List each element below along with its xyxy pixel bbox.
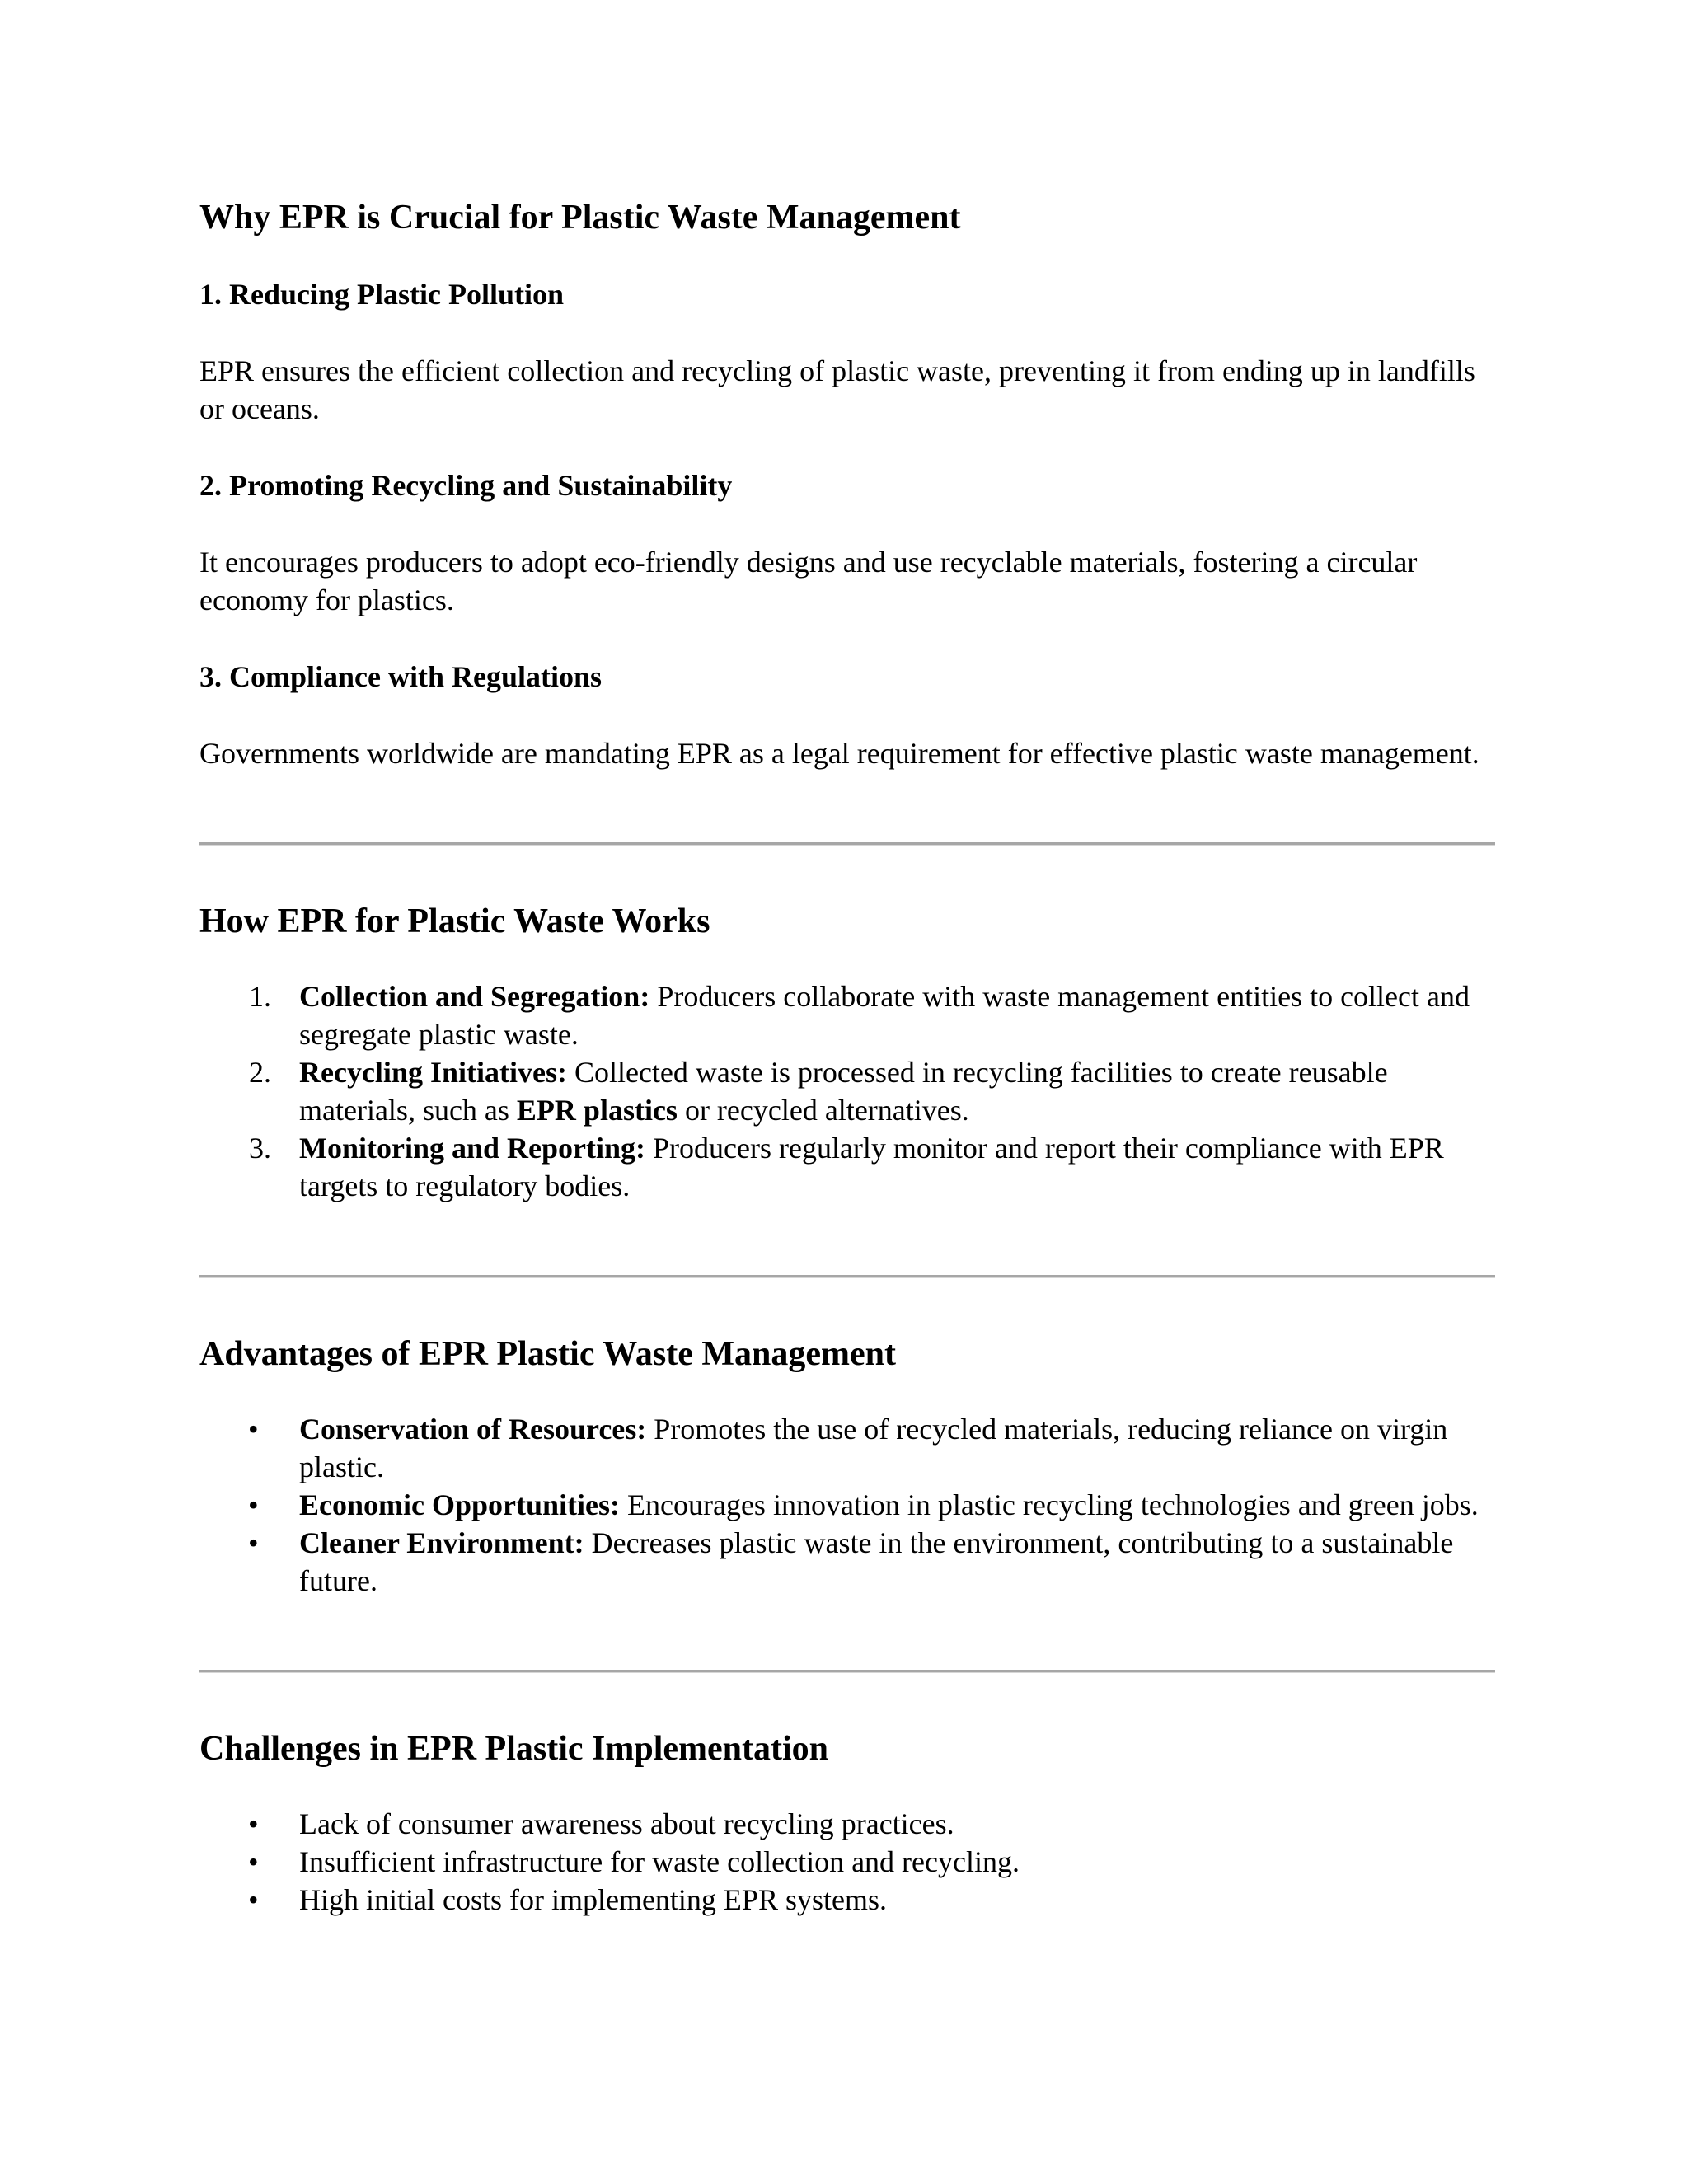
list-item <box>199 1881 1495 1919</box>
bullet-list <box>199 1805 1495 1919</box>
bullet-icon: • <box>248 1526 259 1559</box>
section-title: Advantages of EPR Plastic Waste Management <box>199 1335 896 1373</box>
list-number: 2. <box>249 1056 271 1089</box>
item-text: Producers collaborate with waste management entities to collect and segregate plastic waste. <box>299 980 1470 1051</box>
paragraph-compliance: Governments worldwide are mandating EPR as a legal requirement for effective plastic waste management. <box>199 737 1479 770</box>
item-bold-inline: EPR plastics <box>516 1094 678 1127</box>
subheading-reducing-pollution: 1. Reducing Plastic Pollution <box>199 278 565 311</box>
section-how-epr-works <box>199 900 1495 1205</box>
item-text: Producers regularly monitor and report their compliance with EPR targets to regulatory bodies. <box>299 1132 1444 1202</box>
list-item <box>199 1524 1495 1600</box>
item-label: Cleaner Environment: <box>299 1526 584 1559</box>
bullet-icon: • <box>248 1845 259 1878</box>
section-title: How EPR for Plastic Waste Works <box>199 902 710 940</box>
item-label: Conservation of Resources: <box>299 1413 647 1446</box>
section-title: Challenges in EPR Plastic Implementation <box>199 1730 828 1768</box>
list-item <box>199 1129 1495 1205</box>
item-label: Monitoring and Reporting: <box>299 1132 646 1165</box>
bullet-icon: • <box>248 1883 259 1916</box>
item-label: Collection and Segregation: <box>299 980 650 1013</box>
item-text: or recycled alternatives. <box>677 1094 969 1127</box>
list-item <box>199 1843 1495 1881</box>
list-item <box>199 977 1495 1053</box>
paragraph-promoting-recycling: It encourages producers to adopt eco-friendly designs and use recyclable materials, fostering a circular economy for plastics. <box>199 546 1418 616</box>
item-text: Encourages innovation in plastic recycling technologies and green jobs. <box>620 1488 1479 1521</box>
list-item <box>199 1805 1495 1843</box>
bullet-list <box>199 1410 1495 1600</box>
bullet-icon: • <box>248 1413 259 1446</box>
item-text: Promotes the use of recycled materials, reducing reliance on virgin plastic. <box>299 1413 1448 1483</box>
item-label: Recycling Initiatives: <box>299 1056 567 1089</box>
list-number: 1. <box>249 980 271 1013</box>
item-text: High initial costs for implementing EPR systems. <box>299 1883 887 1916</box>
paragraph-reducing-pollution: EPR ensures the efficient collection and recycling of plastic waste, preventing it from ending up in landfills or oceans. <box>199 354 1475 425</box>
section-why-epr <box>199 196 1495 772</box>
item-label: Economic Opportunities: <box>299 1488 621 1521</box>
numbered-list <box>199 977 1495 1205</box>
bullet-icon: • <box>248 1488 259 1521</box>
subheading-promoting-recycling: 2. Promoting Recycling and Sustainability <box>199 469 733 502</box>
list-item <box>199 1053 1495 1129</box>
subheading-compliance: 3. Compliance with Regulations <box>199 660 603 693</box>
section-title: Why EPR is Crucial for Plastic Waste Management <box>199 199 961 237</box>
item-text: Insufficient infrastructure for waste collection and recycling. <box>299 1845 1020 1878</box>
section-advantages <box>199 1333 1495 1600</box>
list-item <box>199 1486 1495 1524</box>
list-number: 3. <box>249 1132 271 1165</box>
item-text: Lack of consumer awareness about recycling practices. <box>299 1807 954 1840</box>
document-page <box>199 196 1495 1919</box>
item-text: Decreases plastic waste in the environment, contributing to a sustainable future. <box>299 1526 1454 1597</box>
list-item <box>199 1410 1495 1486</box>
section-challenges <box>199 1727 1495 1919</box>
item-text: Collected waste is processed in recycling facilities to create reusable materials, such as <box>299 1056 1388 1127</box>
bullet-icon: • <box>248 1807 259 1840</box>
